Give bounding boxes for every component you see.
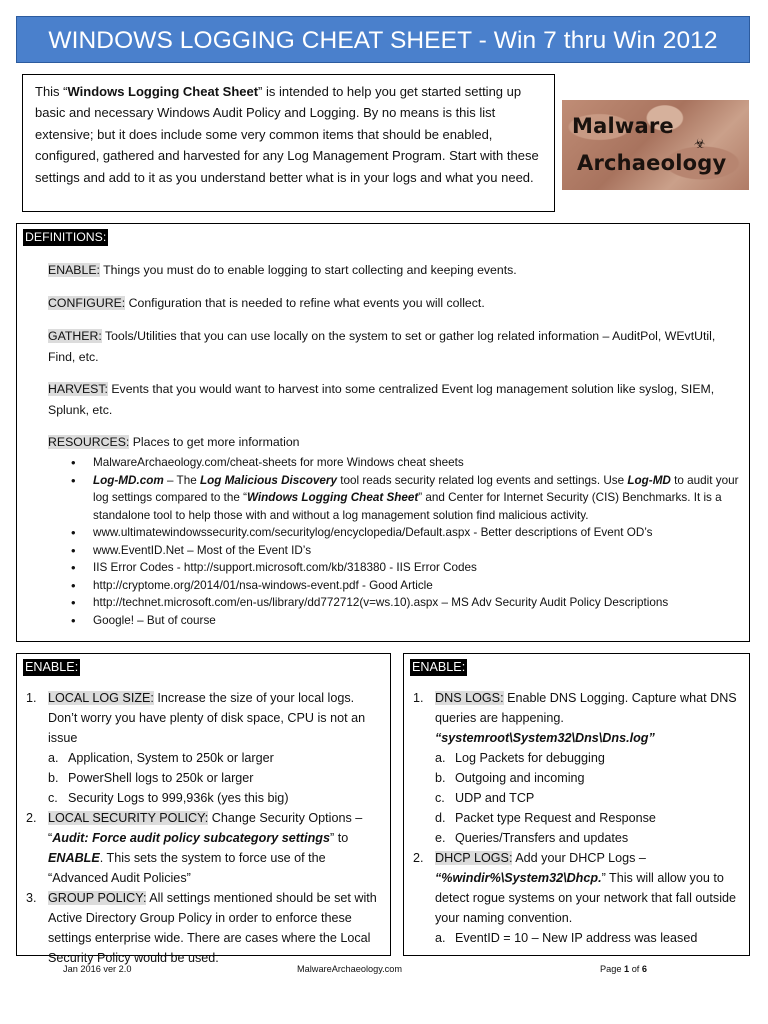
list-subitem: b. PowerShell logs to 250k or larger <box>48 771 254 785</box>
list-item: 1. DNS LOGS: Enable DNS Logging. Capture what DNS queries are happening. “systemroot\System32\Dns\Dns.log” <box>413 691 737 745</box>
malware-archaeology-logo <box>562 100 749 190</box>
def-harvest <box>48 379 738 421</box>
list-item: 2. LOCAL SECURITY POLICY: Change Security Options – “Audit: Force audit policy subcategory settings” to ENABLE. This sets the system to force use of the “Advanced Audit Policies” <box>26 811 363 885</box>
def-enable <box>48 260 738 281</box>
list-subitem: a. Log Packets for debugging <box>435 751 605 765</box>
def-configure-text: Configuration that is needed to refine what events you will collect. <box>125 296 485 310</box>
group-policy-term: GROUP POLICY: <box>48 891 147 905</box>
def-resources-term: RESOURCES: <box>48 435 130 449</box>
list-item: 1. LOCAL LOG SIZE: Increase the size of your local logs. Don’t worry you have plenty of disk space, CPU is not an issue <box>26 691 366 745</box>
def-configure-term: CONFIGURE: <box>48 296 126 310</box>
definitions-heading: DEFINITIONS: <box>25 230 107 244</box>
resources-list <box>65 454 745 629</box>
def-gather-text: Tools/Utilities that you can use locally on the system to set or gather log related information – AuditPol, WEvtUtil, Find, etc. <box>48 329 716 364</box>
def-enable-text: Things you must do to enable logging to start collecting and keeping events. <box>99 263 517 277</box>
list-subitem: e. Queries/Transfers and updates <box>435 831 629 845</box>
resource-item[interactable]: • IIS Error Codes - http://support.microsoft.com/kb/318380 - IIS Error Codes <box>65 559 745 577</box>
page-total: 6 <box>641 964 648 974</box>
enable-right-heading: ENABLE: <box>412 660 466 674</box>
resource-item[interactable]: • http://technet.microsoft.com/en-us/library/dd772712(v=ws.10).aspx – MS Adv Security Audit Policy Descriptions <box>65 594 745 612</box>
def-enable-term: ENABLE: <box>48 263 100 277</box>
list-item: 2. DHCP LOGS: Add your DHCP Logs – “%windir%\System32\Dhcp.” This will allow you to detect rogue systems on your network that fall outside your naming convention. <box>413 851 737 925</box>
list-subitem: a. Application, System to 250k or larger <box>48 751 274 765</box>
logo-line1: Malware <box>572 114 674 138</box>
enable-left-heading: ENABLE: <box>25 660 79 674</box>
def-harvest-term: HARVEST: <box>48 382 108 396</box>
resource-item[interactable]: • http://cryptome.org/2014/01/nsa-windows-event.pdf - Good Article <box>65 577 745 595</box>
resource-item[interactable]: • www.ultimatewindowssecurity.com/securitylog/encyclopedia/Default.aspx - Better descriptions of Event OD’s <box>65 524 745 542</box>
definitions-box <box>16 223 750 642</box>
def-resources <box>48 432 738 453</box>
list-subitem: b. Outgoing and incoming <box>435 771 585 785</box>
resource-item: • Google! – But of course <box>65 612 745 630</box>
footer-version: Jan 2016 ver 2.0 <box>63 964 132 974</box>
enable-left-box <box>16 653 391 965</box>
biohazard-icon: ☣ <box>694 136 706 151</box>
intro-text-open: This “ <box>35 84 68 99</box>
def-gather-term: GATHER: <box>48 329 102 343</box>
intro-bold-title: Windows Logging Cheat Sheet <box>67 84 259 99</box>
page-title: WINDOWS LOGGING CHEAT SHEET - Win 7 thru Win 2012 <box>16 16 750 63</box>
resource-item[interactable]: • www.EventID.Net – Most of the Event ID’s <box>65 542 745 560</box>
logo-line2: Archaeology <box>577 151 727 175</box>
dns-logs-term: DNS LOGS: <box>435 691 504 705</box>
local-security-policy-term: LOCAL SECURITY POLICY: <box>48 811 209 825</box>
def-harvest-text: Events that you would want to harvest into some centralized Event log management solution like syslog, SIEM, Splunk, etc. <box>48 382 715 417</box>
intro-text-rest: ” is intended to help you get started setting up basic and necessary Windows Audit Policy and Logging. By no means is this list extensive; but it does include some very common items that should be enabled, configured, gathered and harvested for any Log Management Program. Start with these settings and add to it as you understand better what is in your logs and what you need. <box>35 84 539 185</box>
enable-right-box <box>403 653 750 956</box>
def-resources-text: Places to get more information <box>129 435 300 449</box>
local-log-size-term: LOCAL LOG SIZE: <box>48 691 154 705</box>
intro-box <box>22 74 555 212</box>
list-item: 3. GROUP POLICY: All settings mentioned should be set with Active Directory Group Policy in order to enforce these settings enterprise wide. There are cases where the Local Security Policy would be used. <box>26 891 377 965</box>
dhcp-logs-term: DHCP LOGS: <box>435 851 513 865</box>
dhcp-log-path: “%windir%\System32\Dhcp. <box>435 871 602 885</box>
resource-item-logmd[interactable]: • Log-MD.com – The Log Malicious Discovery tool reads security related log events and settings. Use Log-MD to audit your log settings compared to the “Windows Logging Cheat Sheet” and Center for Internet Security (CIS) Benchmarks. It is a standalone tool to help those with and without a log management solution find malicious activity. <box>65 472 745 525</box>
footer-page: Page 1 of 6 <box>600 964 648 974</box>
def-configure <box>48 293 738 314</box>
resource-item[interactable]: • MalwareArchaeology.com/cheat-sheets for more Windows cheat sheets <box>65 454 745 472</box>
dns-log-path: “systemroot\System32\Dns\Dns.log” <box>435 731 655 745</box>
page-number: 1 <box>624 964 630 974</box>
footer-site: MalwareArchaeology.com <box>297 964 403 974</box>
def-gather <box>48 326 738 368</box>
list-subitem: d. Packet type Request and Response <box>435 811 656 825</box>
list-subitem: c. UDP and TCP <box>435 791 535 805</box>
list-subitem: c. Security Logs to 999,936k (yes this big) <box>48 791 289 805</box>
list-subitem: a. EventID = 10 – New IP address was leased <box>435 931 698 945</box>
